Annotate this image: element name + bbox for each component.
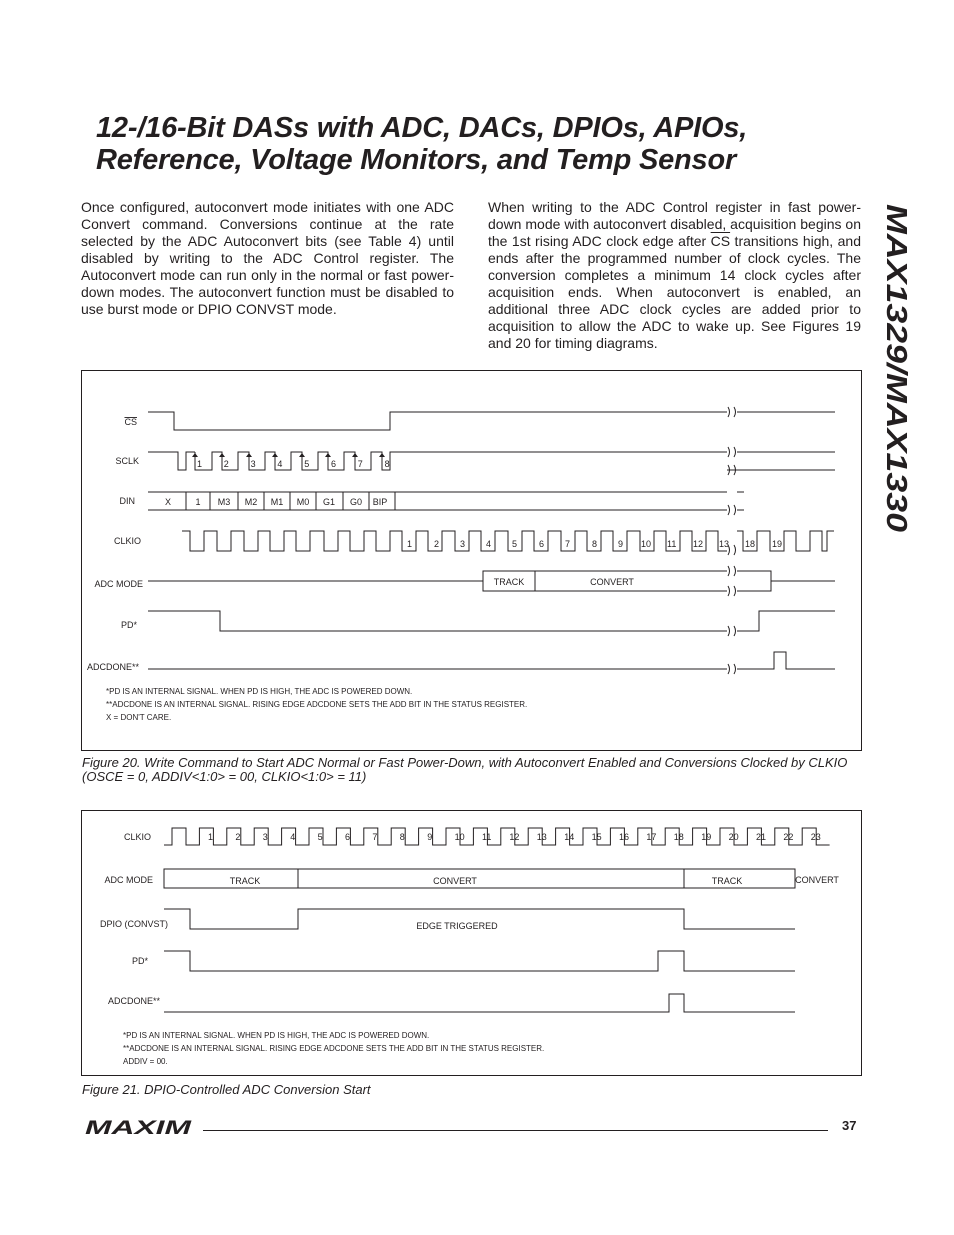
label-pd: PD* — [120, 620, 137, 630]
label-adcdone: ADCDONE** — [86, 662, 139, 672]
figure-20-box — [81, 370, 862, 751]
side-part-number — [877, 200, 913, 540]
clkio-cycle-number-21: 15 — [591, 832, 602, 842]
din-bit-label: BIP — [372, 497, 388, 507]
clkio-cycle-number-21: 7 — [372, 832, 378, 842]
note-pd-21: *PD IS AN INTERNAL SIGNAL. WHEN PD IS HIGH, THE ADC IS POWERED DOWN. — [123, 1031, 430, 1040]
paragraph-right — [488, 199, 861, 352]
adc-mode-waveform — [148, 571, 835, 591]
maxim-logo — [85, 1118, 193, 1136]
label-adc-mode-21: ADC MODE — [104, 875, 153, 885]
figure-20-caption-line-2: (OSCE = 0, ADDIV<1:0> = 00, CLKIO<1:0> = 11) — [82, 769, 367, 784]
figure-20-caption-line-1: Figure 20. Write Command to Start ADC Normal or Fast Power-Down, with Autoconvert Enabled and Conversions Clocked by CLKIO — [82, 755, 848, 770]
sclk-pulse-number: 6 — [331, 459, 337, 469]
clkio-cycle-number: 4 — [486, 539, 492, 549]
adc-mode-track-1: TRACK — [229, 876, 261, 886]
din-bit-label: M1 — [270, 497, 284, 507]
sclk-pulse-number: 7 — [357, 459, 363, 469]
din-bit-label: M2 — [244, 497, 258, 507]
adc-mode-convert-2: CONVERT — [795, 875, 839, 885]
label-cs: CS — [124, 417, 137, 427]
note-pd: *PD IS AN INTERNAL SIGNAL. WHEN PD IS HIGH, THE ADC IS POWERED DOWN. — [106, 687, 413, 696]
pd-waveform — [148, 611, 835, 631]
clkio-cycle-number-21: 20 — [728, 832, 739, 842]
clkio-cycle-number-21: 8 — [399, 832, 405, 842]
clkio-cycle-number-21: 23 — [810, 832, 821, 842]
adc-mode-track: TRACK — [493, 577, 525, 587]
clkio-cycle-number-21: 4 — [290, 832, 296, 842]
sclk-pulse-number: 1 — [197, 459, 203, 469]
clkio-cycle-number-21: 5 — [317, 832, 323, 842]
note-addiv: ADDIV = 00. — [123, 1057, 168, 1066]
clkio-cycle-number-21: 18 — [673, 832, 684, 842]
clkio-cycle-number-21: 16 — [619, 832, 630, 842]
clkio-cycle-number: 3 — [460, 539, 466, 549]
label-clkio-21: CLKIO — [123, 832, 151, 842]
clkio-cycle-number-21: 9 — [427, 832, 433, 842]
din-bus — [148, 492, 744, 510]
sclk-pulse-number: 2 — [223, 459, 229, 469]
clkio-cycle-number: 5 — [512, 539, 518, 549]
clkio-cycle-number-21: 2 — [235, 832, 241, 842]
figure-21-timing-diagram — [82, 811, 861, 1075]
clkio-cycle-number-21: 1 — [208, 832, 214, 842]
clkio-cycle-number: 8 — [592, 539, 598, 549]
paragraph-left: Once configured, autoconvert mode initiates with one ADC Convert command. Conversions continue at the rate selected by the ADC Autoconvert bits (see Table 4) until disabled by writing to the ADC Control register. The Autoconvert mode can run only in the normal or fast power-down modes. The autoconvert function must be disabled to use burst mode or DPIO CONVST mode. — [81, 199, 454, 317]
sclk-pulse-number: 4 — [277, 459, 283, 469]
clkio-cycle-number: 18 — [745, 539, 756, 549]
clkio-cycle-number: 7 — [565, 539, 571, 549]
clkio-cycle-number: 11 — [667, 539, 677, 549]
paragraph-right-part-a: When writing to the ADC Control register in fast power-down mode with autoconvert disabled, acquisition begins on the 1st rising ADC clock edge after — [488, 199, 861, 249]
side-part-number-text: MAX1329/MAX1330 — [880, 204, 912, 470]
pd-waveform-21 — [164, 951, 795, 971]
label-dpio-convst: DPIO (CONVST) — [99, 919, 168, 929]
clkio-cycle-number: 10 — [641, 539, 652, 549]
clkio-cycle-number-21: 14 — [564, 832, 575, 842]
sclk-pulse-number: 5 — [304, 459, 310, 469]
clkio-cycle-number-21: 3 — [262, 832, 268, 842]
clkio-cycle-number: 2 — [434, 539, 440, 549]
note-adcdone-21: **ADCDONE IS AN INTERNAL SIGNAL. RISING EDGE ADCDONE SETS THE ADD BIT IN THE STATUS REGISTER. — [123, 1044, 545, 1053]
clkio-cycle-number-21: 22 — [783, 832, 794, 842]
clkio-waveform — [182, 531, 834, 551]
din-bit-label: X — [164, 497, 172, 507]
adcdone-waveform-21 — [164, 994, 795, 1012]
maxim-logo-text: MAXIM — [85, 1118, 193, 1136]
clkio-cycle-number: 13 — [719, 539, 730, 549]
clkio-cycle-number: 12 — [693, 539, 704, 549]
figure-20-timing-diagram — [82, 371, 861, 750]
adc-mode-convert: CONVERT — [590, 577, 634, 587]
label-din: DIN — [119, 496, 135, 506]
page-number: 37 — [842, 1118, 857, 1133]
clkio-cycle-number-21: 17 — [646, 832, 657, 842]
din-bit-label: 1 — [195, 497, 201, 507]
label-clkio: CLKIO — [113, 536, 141, 546]
adc-mode-track-2: TRACK — [711, 876, 743, 886]
clkio-cycle-number-21: 21 — [756, 832, 767, 842]
clkio-cycle-number-21: 10 — [454, 832, 465, 842]
cs-overbar-text: $\overline{CS}$ — [710, 233, 731, 249]
title-line-2: Reference, Voltage Monitors, and Temp Sensor — [96, 144, 737, 176]
label-sclk: SCLK — [115, 456, 139, 466]
din-bit-label: M3 — [217, 497, 231, 507]
figure-21-box — [81, 810, 862, 1076]
break-marks — [728, 407, 736, 674]
figure-20-caption — [82, 756, 872, 784]
sclk-pulse-number: 8 — [384, 459, 390, 469]
note-dont-care: X = DON'T CARE. — [106, 713, 172, 722]
footer-rule — [203, 1130, 828, 1131]
label-pd-21: PD* — [131, 956, 148, 966]
label-adcdone-21: ADCDONE** — [107, 996, 160, 1006]
adc-mode-convert-1: CONVERT — [433, 876, 477, 886]
page-title — [96, 112, 876, 176]
clkio-cycle-number: 19 — [772, 539, 783, 549]
dpio-edge-triggered: EDGE TRIGGERED — [416, 921, 498, 931]
clkio-cycle-number-21: 6 — [345, 832, 351, 842]
clkio-cycle-number-21: 11 — [482, 832, 492, 842]
din-bit-label: G1 — [322, 497, 336, 507]
label-adc-mode: ADC MODE — [94, 579, 143, 589]
sclk-pulse-number: 3 — [250, 459, 256, 469]
cs-waveform — [148, 412, 835, 430]
clkio-cycle-number: 9 — [618, 539, 624, 549]
clkio-cycle-number-21: 13 — [536, 832, 547, 842]
paragraph-right-part-b: transitions high, and ends after the programmed number of clock cycles. The conversion completes a minimum 14 clock cycles after acquisition ends. When autoconvert is enabled, an additional three ADC clock cycles are added prior to acquisition to allow the ADC to wake up. See Figures 19 and 20 for timing diagrams. — [488, 233, 861, 351]
din-bit-label: M0 — [296, 497, 310, 507]
title-line-1: 12-/16-Bit DASs with ADC, DACs, DPIOs, APIOs, — [96, 112, 748, 144]
din-bit-label: G0 — [349, 497, 363, 507]
sclk-rising-arrows — [192, 453, 385, 457]
clkio-cycle-number-21: 12 — [509, 832, 520, 842]
clkio-cycle-number: 1 — [407, 539, 413, 549]
adcdone-waveform — [148, 652, 835, 669]
note-adcdone: **ADCDONE IS AN INTERNAL SIGNAL. RISING EDGE ADCDONE SETS THE ADD BIT IN THE STATUS REGISTER. — [106, 700, 528, 709]
figure-21-caption: Figure 21. DPIO-Controlled ADC Conversion Start — [82, 1082, 371, 1097]
clkio-cycle-number-21: 19 — [701, 832, 712, 842]
clkio-cycle-number: 6 — [539, 539, 545, 549]
